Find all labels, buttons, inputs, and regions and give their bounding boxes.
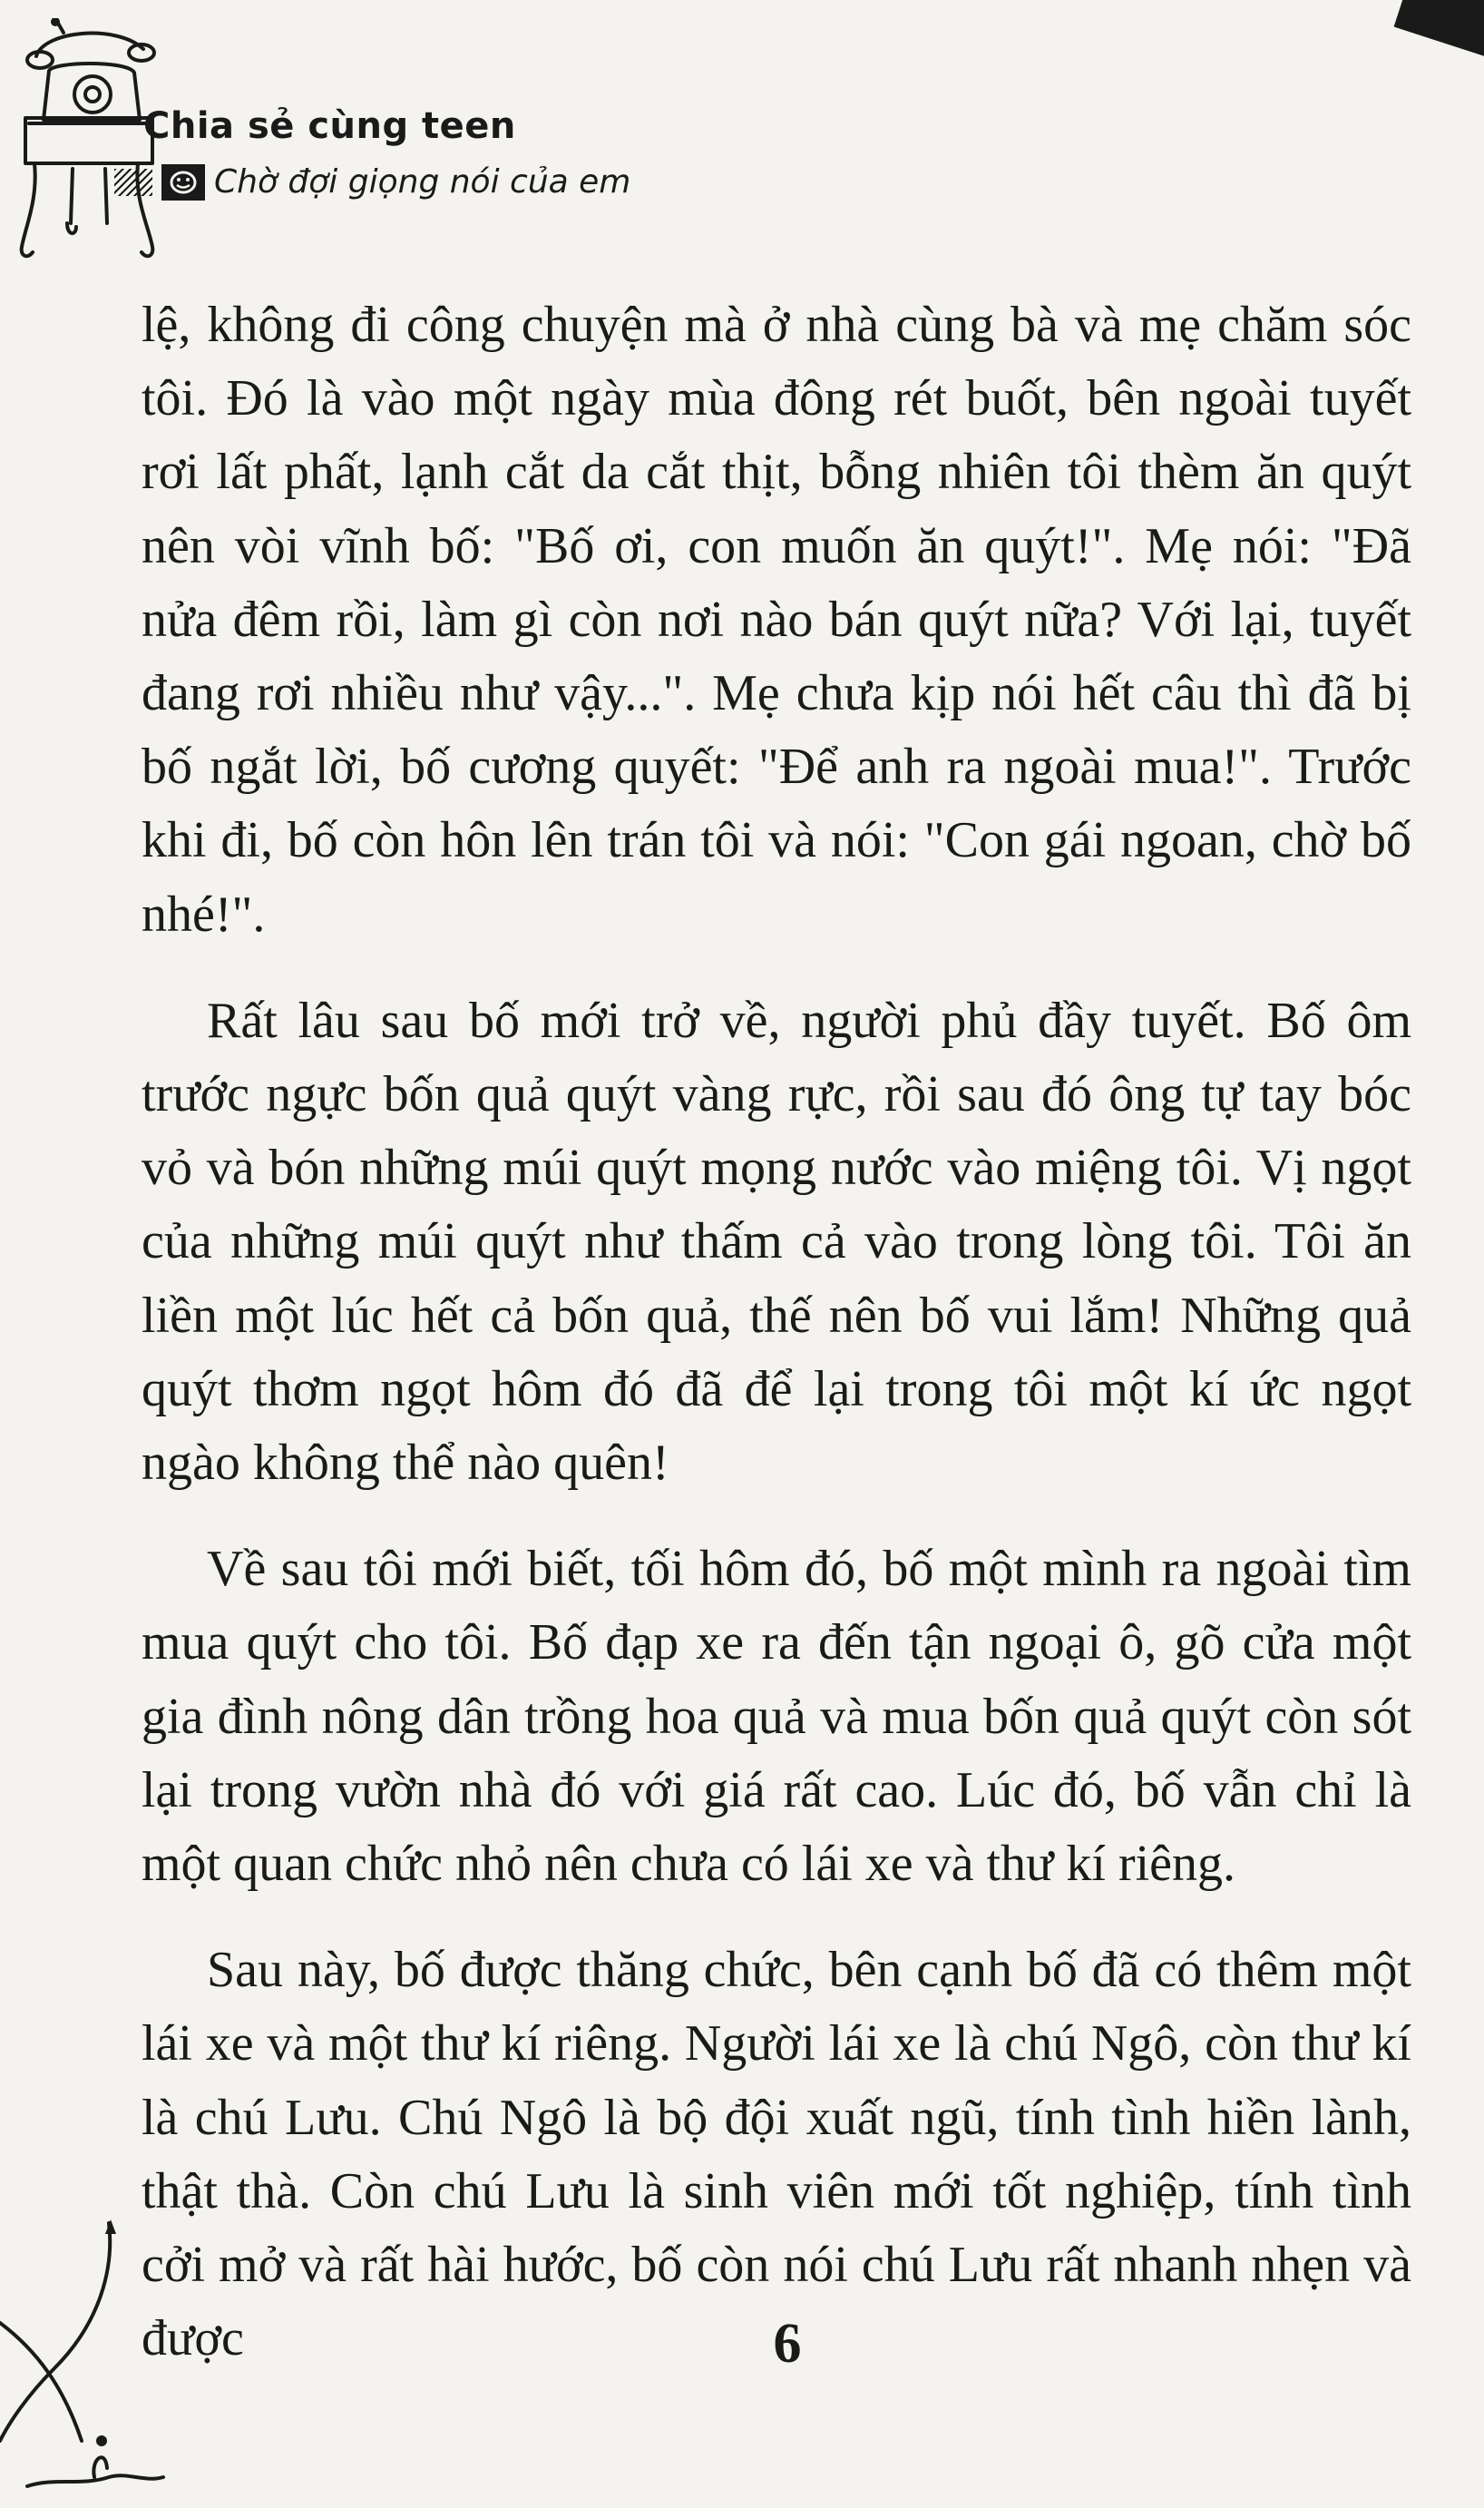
paragraph: Rất lâu sau bố mới trở về, người phủ đầy tuyết. Bố ôm trước ngực bốn quả quýt vàng rực, rồi sau đó ông tự tay bóc vỏ và bón những múi quýt mọng nước vào miệng tôi. Vị ngọt của những múi quýt như thấm cả vào trong lòng tôi. Tôi ăn liền một lúc hết cả bốn quả, thế nên bố vui lắm! Những quả quýt thơm ngọt hôm đó đã để lại trong tôi một kí ức ngọt ngào không thể nào quên! — [142, 992, 1411, 1492]
paragraph: lệ, không đi công chuyện mà ở nhà cùng bà và mẹ chăm sóc tôi. Đó là vào một ngày mùa đông rét buốt, bên ngoài tuyết rơi lất phất, lạnh cắt da cắt thịt, bỗng nhiên tôi thèm ăn quýt nên vòi vĩnh bố: "Bố ơi, con muốn ăn quýt!". Mẹ nói: "Đã nửa đêm rồi, làm gì còn nơi nào bán quýt nữa? Với lại, tuyết đang rơi nhiều như vậy...". Mẹ chưa kịp nói hết câu thì đã bị bố ngắt lời, bố cương quyết: "Để anh ra ngoài mua!". Trước khi đi, bố còn hôn lên trán tôi và nói: "Con gái ngoan, chờ bố nhé!". — [142, 297, 1411, 943]
body-text — [142, 289, 1411, 2376]
paragraph: Sau này, bố được thăng chức, bên cạnh bố đã có thêm một lái xe và một thư kí riêng. Người lái xe là chú Ngô, còn thư kí là chú Lưu. Chú Ngô là bộ đội xuất ngũ, tính tình hiền lành, thật thà. Còn chú Lưu là sinh viên mới tốt nghiệp, tính tình cởi mở và rất hài hước, bố còn nói chú Lưu rất nhanh nhẹn và được — [142, 1942, 1411, 2367]
smiley-icon — [161, 164, 205, 201]
paragraph: Về sau tôi mới biết, tối hôm đó, bố một mình ra ngoài tìm mua quýt cho tôi. Bố đạp xe ra đến tận ngoại ô, gõ cửa một gia đình nông dân trồng hoa quả và mua bốn quả quýt còn sót lại trong vườn nhà đó với giá rất cao. Lúc đó, bố vẫn chỉ là một quan chức nhỏ nên chưa có lái xe và thư kí riêng. — [142, 1541, 1411, 1893]
scan-corner-shadow — [1394, 0, 1484, 61]
leaf-flourish-decoration — [0, 2214, 236, 2508]
book-title: Chờ đợi giọng nói của em — [214, 163, 631, 201]
book-title-row — [114, 163, 630, 201]
page-number: 6 — [773, 2313, 802, 2375]
hatch-decoration — [114, 169, 152, 196]
series-title: Chia sẻ cùng teen — [143, 105, 516, 147]
